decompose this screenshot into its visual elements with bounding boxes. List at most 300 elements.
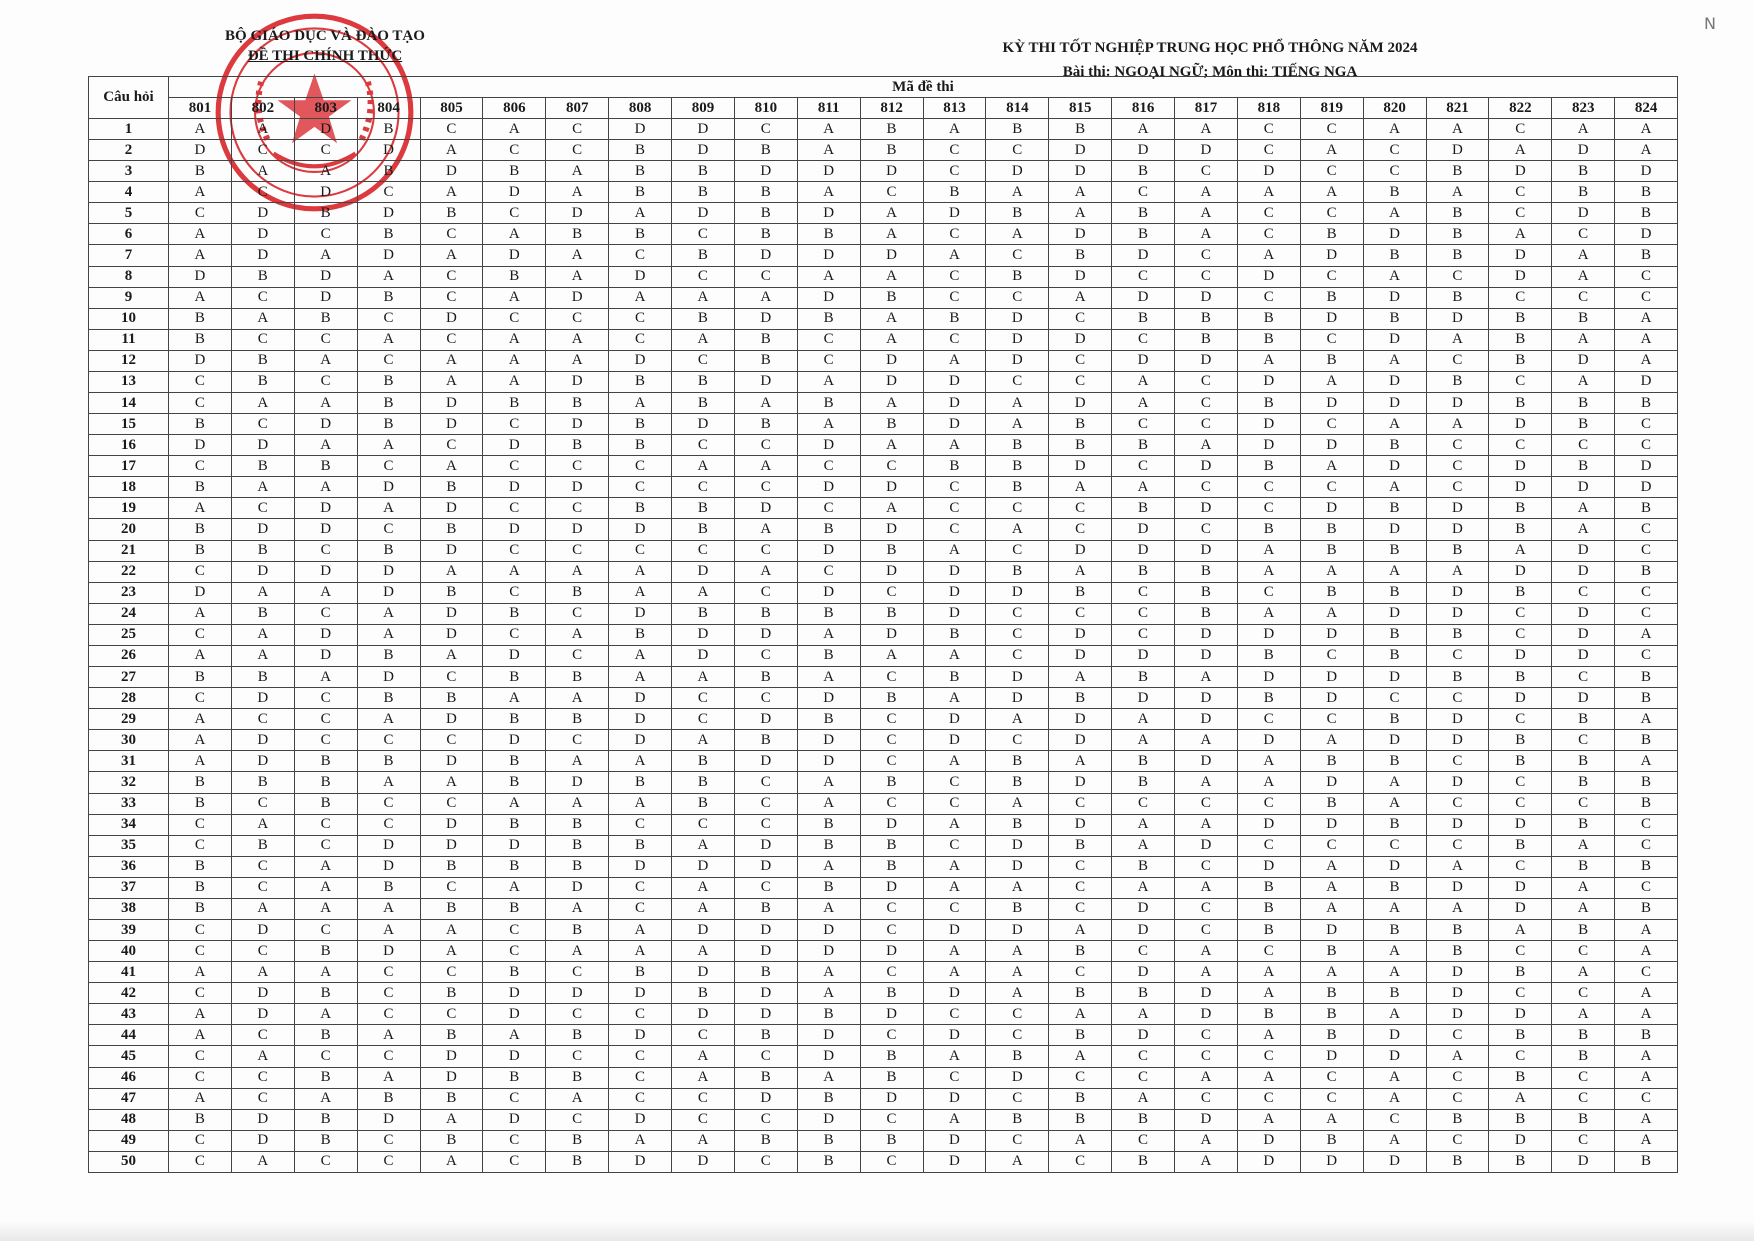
answer-cell: C xyxy=(1615,962,1678,983)
table-row xyxy=(89,919,1678,940)
answer-cell: B xyxy=(420,582,483,603)
answer-cell: D xyxy=(231,1130,294,1151)
answer-cell: B xyxy=(734,667,797,688)
answer-cell: D xyxy=(923,582,986,603)
answer-cell: D xyxy=(1489,898,1552,919)
answer-cell: B xyxy=(1489,329,1552,350)
answer-cell: D xyxy=(609,519,672,540)
answer-cell: C xyxy=(420,667,483,688)
answer-cell: B xyxy=(609,498,672,519)
answer-cell: A xyxy=(609,919,672,940)
answer-cell: D xyxy=(734,856,797,877)
answer-cell: C xyxy=(734,477,797,498)
answer-cell: B xyxy=(1175,603,1238,624)
answer-cell: D xyxy=(1363,667,1426,688)
answer-cell: B xyxy=(1175,582,1238,603)
answer-cell: A xyxy=(1300,182,1363,203)
answer-cell: B xyxy=(1300,350,1363,371)
answer-cell: B xyxy=(734,1067,797,1088)
answer-cell: A xyxy=(1300,730,1363,751)
answer-cell: A xyxy=(1552,962,1615,983)
answer-cell: C xyxy=(357,1151,420,1172)
exam-code-row xyxy=(89,98,1678,119)
answer-cell: A xyxy=(169,287,232,308)
answer-cell: A xyxy=(1237,983,1300,1004)
answer-cell: B xyxy=(357,645,420,666)
answer-cell: C xyxy=(1615,540,1678,561)
answer-cell: A xyxy=(860,435,923,456)
answer-cell: B xyxy=(797,709,860,730)
answer-cell: C xyxy=(986,287,1049,308)
answer-cell: A xyxy=(483,119,546,140)
answer-cell: C xyxy=(1552,1088,1615,1109)
answer-cell: B xyxy=(231,835,294,856)
answer-cell: D xyxy=(1300,435,1363,456)
answer-cell: A xyxy=(1300,898,1363,919)
answer-cell: D xyxy=(294,266,357,287)
answer-cell: D xyxy=(546,772,609,793)
answer-cell: C xyxy=(420,962,483,983)
answer-cell: D xyxy=(672,1004,735,1025)
answer-cell: D xyxy=(1552,203,1615,224)
answer-cell: D xyxy=(169,140,232,161)
answer-cell: B xyxy=(860,540,923,561)
answer-cell: A xyxy=(169,603,232,624)
table-row xyxy=(89,624,1678,645)
answer-cell: C xyxy=(1300,329,1363,350)
answer-cell: B xyxy=(1237,393,1300,414)
answer-cell: D xyxy=(923,983,986,1004)
answer-cell: B xyxy=(1363,582,1426,603)
answer-cell: C xyxy=(1489,203,1552,224)
answer-cell: A xyxy=(1552,245,1615,266)
answer-cell: B xyxy=(609,772,672,793)
answer-cell: D xyxy=(986,667,1049,688)
answer-cell: A xyxy=(1615,140,1678,161)
answer-cell: D xyxy=(231,751,294,772)
answer-cell: A xyxy=(797,898,860,919)
answer-cell: A xyxy=(231,814,294,835)
answer-cell: C xyxy=(1237,1088,1300,1109)
question-number: 40 xyxy=(89,941,169,962)
answer-cell: D xyxy=(860,561,923,582)
answer-cell: C xyxy=(986,645,1049,666)
answer-cell: B xyxy=(1552,414,1615,435)
answer-cell: A xyxy=(797,414,860,435)
exam-code-cell: 814 xyxy=(986,98,1049,119)
answer-cell: B xyxy=(483,751,546,772)
answer-cell: A xyxy=(420,645,483,666)
answer-cell: D xyxy=(420,603,483,624)
answer-cell: A xyxy=(1615,624,1678,645)
answer-cell: C xyxy=(546,498,609,519)
answer-cell: C xyxy=(1300,709,1363,730)
answer-cell: A xyxy=(169,224,232,245)
answer-cell: C xyxy=(231,793,294,814)
answer-cell: D xyxy=(1112,140,1175,161)
answer-cell: A xyxy=(1049,919,1112,940)
answer-cell: B xyxy=(1175,329,1238,350)
answer-cell: D xyxy=(609,603,672,624)
answer-cell: A xyxy=(1112,835,1175,856)
answer-cell: C xyxy=(986,603,1049,624)
answer-cell: A xyxy=(986,877,1049,898)
answer-cell: D xyxy=(1300,624,1363,645)
answer-cell: B xyxy=(294,308,357,329)
answer-cell: C xyxy=(609,540,672,561)
answer-cell: A xyxy=(1112,1004,1175,1025)
answer-cell: D xyxy=(1175,709,1238,730)
answer-cell: B xyxy=(672,772,735,793)
answer-cell: D xyxy=(1489,561,1552,582)
answer-cell: D xyxy=(860,161,923,182)
answer-cell: D xyxy=(231,245,294,266)
answer-cell: A xyxy=(1363,1004,1426,1025)
answer-cell: D xyxy=(1489,645,1552,666)
exam-code-cell: 823 xyxy=(1552,98,1615,119)
answer-cell: C xyxy=(231,140,294,161)
answer-cell: A xyxy=(1552,119,1615,140)
answer-cell: B xyxy=(860,1067,923,1088)
answer-cell: C xyxy=(546,1109,609,1130)
answer-cell: C xyxy=(672,477,735,498)
answer-cell: C xyxy=(357,1046,420,1067)
answer-cell: B xyxy=(1363,245,1426,266)
answer-cell: D xyxy=(420,814,483,835)
answer-cell: D xyxy=(672,119,735,140)
answer-cell: B xyxy=(1552,1046,1615,1067)
answer-cell: B xyxy=(1363,983,1426,1004)
answer-cell: A xyxy=(1112,877,1175,898)
answer-cell: B xyxy=(1300,941,1363,962)
question-number: 31 xyxy=(89,751,169,772)
answer-cell: C xyxy=(986,371,1049,392)
answer-cell: B xyxy=(1363,709,1426,730)
answer-cell: D xyxy=(483,1046,546,1067)
answer-cell: C xyxy=(1112,1067,1175,1088)
exam-code-cell: 807 xyxy=(546,98,609,119)
answer-cell: D xyxy=(986,856,1049,877)
answer-cell: B xyxy=(420,203,483,224)
answer-cell: B xyxy=(734,1130,797,1151)
answer-cell: D xyxy=(734,751,797,772)
answer-cell: A xyxy=(294,245,357,266)
answer-cell: B xyxy=(231,540,294,561)
answer-cell: B xyxy=(1615,182,1678,203)
answer-cell: C xyxy=(986,245,1049,266)
answer-cell: D xyxy=(1300,308,1363,329)
corner-mark: N xyxy=(1704,14,1716,33)
answer-cell: A xyxy=(546,793,609,814)
answer-cell: A xyxy=(1049,751,1112,772)
answer-cell: C xyxy=(923,793,986,814)
answer-cell: C xyxy=(169,919,232,940)
answer-cell: C xyxy=(1552,224,1615,245)
answer-cell: B xyxy=(294,1130,357,1151)
answer-cell: A xyxy=(797,371,860,392)
answer-cell: B xyxy=(1552,919,1615,940)
answer-cell: A xyxy=(1237,1067,1300,1088)
answer-cell: C xyxy=(231,1025,294,1046)
answer-cell: D xyxy=(923,414,986,435)
answer-cell: D xyxy=(483,245,546,266)
answer-cell: B xyxy=(1489,730,1552,751)
question-number: 5 xyxy=(89,203,169,224)
answer-cell: D xyxy=(546,203,609,224)
answer-cell: D xyxy=(1552,624,1615,645)
answer-cell: A xyxy=(294,350,357,371)
answer-cell: C xyxy=(609,456,672,477)
answer-cell: D xyxy=(483,435,546,456)
answer-cell: C xyxy=(294,919,357,940)
answer-cell: C xyxy=(546,645,609,666)
answer-cell: C xyxy=(672,540,735,561)
answer-cell: C xyxy=(169,941,232,962)
answer-cell: A xyxy=(231,582,294,603)
answer-cell: D xyxy=(1552,603,1615,624)
answer-cell: A xyxy=(923,1109,986,1130)
answer-cell: C xyxy=(1049,371,1112,392)
answer-cell: C xyxy=(420,266,483,287)
answer-cell: B xyxy=(1363,182,1426,203)
answer-cell: B xyxy=(1363,814,1426,835)
answer-cell: C xyxy=(1237,287,1300,308)
answer-cell: C xyxy=(923,161,986,182)
answer-cell: D xyxy=(1300,393,1363,414)
answer-cell: B xyxy=(294,751,357,772)
answer-cell: B xyxy=(923,182,986,203)
answer-cell: B xyxy=(546,1151,609,1172)
answer-cell: D xyxy=(1489,1130,1552,1151)
answer-cell: C xyxy=(483,456,546,477)
answer-cell: C xyxy=(734,1151,797,1172)
answer-cell: A xyxy=(483,793,546,814)
table-row xyxy=(89,329,1678,350)
answer-cell: B xyxy=(483,266,546,287)
answer-cell: A xyxy=(734,393,797,414)
answer-cell: A xyxy=(546,329,609,350)
question-number: 28 xyxy=(89,688,169,709)
answer-cell: D xyxy=(734,941,797,962)
answer-cell: C xyxy=(1112,624,1175,645)
answer-cell: B xyxy=(1049,941,1112,962)
answer-cell: B xyxy=(1237,898,1300,919)
answer-cell: B xyxy=(1426,624,1489,645)
answer-cell: A xyxy=(1112,393,1175,414)
answer-cell: A xyxy=(1615,919,1678,940)
answer-cell: C xyxy=(294,835,357,856)
answer-cell: D xyxy=(1175,350,1238,371)
answer-cell: B xyxy=(231,603,294,624)
question-number: 29 xyxy=(89,709,169,730)
answer-cell: A xyxy=(672,667,735,688)
answer-cell: C xyxy=(1049,1151,1112,1172)
answer-cell: D xyxy=(797,287,860,308)
table-row xyxy=(89,203,1678,224)
answer-cell: A xyxy=(860,266,923,287)
answer-cell: C xyxy=(923,898,986,919)
answer-cell: A xyxy=(169,645,232,666)
table-row xyxy=(89,645,1678,666)
answer-cell: B xyxy=(1363,751,1426,772)
answer-cell: D xyxy=(169,582,232,603)
answer-cell: C xyxy=(923,1004,986,1025)
answer-cell: B xyxy=(1112,1109,1175,1130)
answer-cell: B xyxy=(294,772,357,793)
answer-cell: A xyxy=(1552,519,1615,540)
answer-cell: C xyxy=(1049,519,1112,540)
answer-cell: C xyxy=(1175,793,1238,814)
answer-cell: A xyxy=(1300,856,1363,877)
answer-cell: B xyxy=(986,477,1049,498)
answer-cell: D xyxy=(231,1004,294,1025)
question-number: 34 xyxy=(89,814,169,835)
answer-cell: C xyxy=(986,624,1049,645)
answer-cell: B xyxy=(1489,308,1552,329)
answer-cell: B xyxy=(1300,1004,1363,1025)
answer-cell: C xyxy=(1237,224,1300,245)
answer-cell: C xyxy=(420,287,483,308)
answer-cell: D xyxy=(357,477,420,498)
answer-cell: A xyxy=(923,962,986,983)
answer-cell: D xyxy=(357,203,420,224)
answer-cell: D xyxy=(420,1067,483,1088)
answer-cell: B xyxy=(734,350,797,371)
answer-cell: D xyxy=(1175,540,1238,561)
answer-cell: C xyxy=(1615,435,1678,456)
answer-cell: C xyxy=(1489,709,1552,730)
answer-cell: A xyxy=(231,119,294,140)
answer-cell: C xyxy=(420,877,483,898)
answer-cell: D xyxy=(609,688,672,709)
answer-cell: C xyxy=(860,456,923,477)
answer-cell: D xyxy=(1300,814,1363,835)
question-number: 23 xyxy=(89,582,169,603)
answer-cell: B xyxy=(483,393,546,414)
answer-cell: A xyxy=(1363,962,1426,983)
answer-cell: C xyxy=(1049,856,1112,877)
answer-cell: B xyxy=(1237,1004,1300,1025)
answer-cell: B xyxy=(1552,182,1615,203)
answer-cell: B xyxy=(860,983,923,1004)
answer-cell: D xyxy=(546,519,609,540)
answer-cell: A xyxy=(420,772,483,793)
answer-cell: C xyxy=(483,919,546,940)
answer-cell: C xyxy=(1112,603,1175,624)
answer-cell: B xyxy=(420,983,483,1004)
answer-cell: B xyxy=(1552,161,1615,182)
answer-cell: D xyxy=(672,414,735,435)
answer-cell: C xyxy=(1112,582,1175,603)
answer-cell: B xyxy=(231,371,294,392)
answer-cell: A xyxy=(420,919,483,940)
answer-cell: A xyxy=(1237,350,1300,371)
answer-cell: C xyxy=(169,983,232,1004)
answer-cell: C xyxy=(546,540,609,561)
answer-cell: D xyxy=(1175,624,1238,645)
answer-cell: B xyxy=(546,224,609,245)
answer-cell: B xyxy=(1615,245,1678,266)
answer-cell: C xyxy=(1049,877,1112,898)
answer-cell: C xyxy=(986,540,1049,561)
answer-cell: B xyxy=(1112,856,1175,877)
answer-cell: B xyxy=(169,667,232,688)
answer-cell: C xyxy=(1489,371,1552,392)
answer-cell: C xyxy=(609,329,672,350)
answer-cell: D xyxy=(986,688,1049,709)
answer-cell: D xyxy=(1363,519,1426,540)
answer-cell: A xyxy=(797,140,860,161)
answer-cell: D xyxy=(546,414,609,435)
answer-cell: D xyxy=(1552,645,1615,666)
answer-cell: D xyxy=(734,1088,797,1109)
answer-cell: B xyxy=(231,772,294,793)
answer-cell: C xyxy=(546,1004,609,1025)
answer-cell: B xyxy=(672,182,735,203)
answer-cell: B xyxy=(294,1067,357,1088)
answer-cell: B xyxy=(1112,1151,1175,1172)
answer-cell: A xyxy=(1615,1046,1678,1067)
answer-cell: A xyxy=(986,1151,1049,1172)
answer-cell: C xyxy=(734,435,797,456)
answer-cell: D xyxy=(420,498,483,519)
answer-cell: D xyxy=(231,919,294,940)
answer-cell: D xyxy=(483,182,546,203)
answer-cell: C xyxy=(860,667,923,688)
answer-cell: B xyxy=(483,962,546,983)
answer-cell: D xyxy=(294,414,357,435)
answer-cell: D xyxy=(923,561,986,582)
answer-cell: D xyxy=(483,730,546,751)
answer-cell: D xyxy=(1049,329,1112,350)
answer-cell: C xyxy=(1300,1067,1363,1088)
answer-cell: C xyxy=(1175,414,1238,435)
answer-cell: C xyxy=(672,1025,735,1046)
answer-cell: B xyxy=(169,329,232,350)
answer-cell: A xyxy=(420,140,483,161)
answer-cell: C xyxy=(1615,519,1678,540)
answer-cell: B xyxy=(357,877,420,898)
answer-cell: A xyxy=(1615,308,1678,329)
answer-cell: C xyxy=(1112,793,1175,814)
answer-cell: D xyxy=(483,983,546,1004)
question-number: 4 xyxy=(89,182,169,203)
answer-cell: A xyxy=(294,435,357,456)
answer-cell: C xyxy=(1175,477,1238,498)
answer-cell: C xyxy=(1363,161,1426,182)
answer-cell: D xyxy=(1175,498,1238,519)
answer-cell: A xyxy=(923,941,986,962)
answer-cell: D xyxy=(1615,477,1678,498)
answer-cell: C xyxy=(420,793,483,814)
answer-cell: C xyxy=(294,1046,357,1067)
answer-cell: D xyxy=(546,287,609,308)
answer-cell: A xyxy=(483,371,546,392)
answer-cell: B xyxy=(420,688,483,709)
answer-cell: D xyxy=(483,519,546,540)
answer-cell: C xyxy=(483,498,546,519)
answer-cell: D xyxy=(231,1109,294,1130)
answer-cell: D xyxy=(546,877,609,898)
answer-cell: A xyxy=(986,793,1049,814)
answer-cell: A xyxy=(1615,941,1678,962)
answer-cell: C xyxy=(1615,414,1678,435)
answer-cell: B xyxy=(483,1067,546,1088)
answer-cell: D xyxy=(1237,624,1300,645)
answer-cell: A xyxy=(1049,1130,1112,1151)
answer-cell: A xyxy=(357,1025,420,1046)
answer-cell: B xyxy=(357,1088,420,1109)
